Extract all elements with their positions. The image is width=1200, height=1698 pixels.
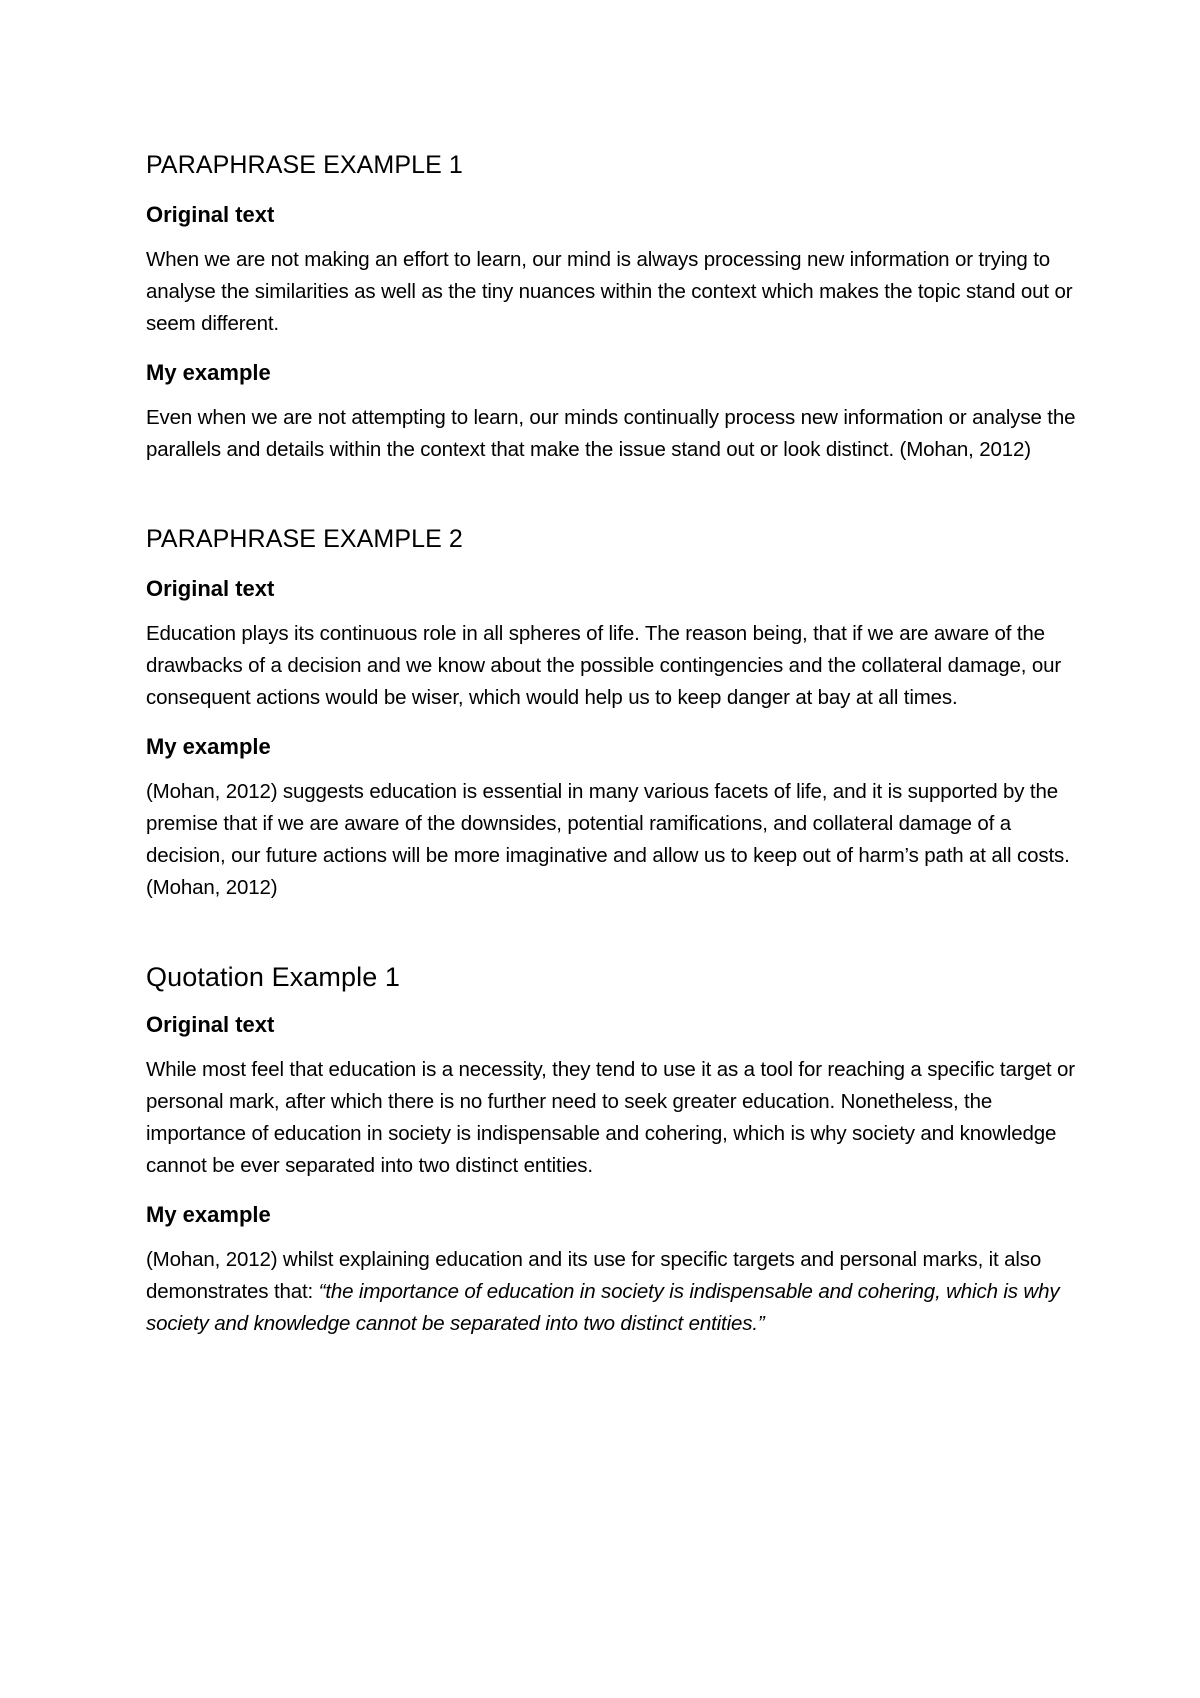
original-text-heading: Original text — [146, 576, 275, 601]
example-lead-text: (Mohan, 2012) whilst explaining education and its use for specific targets and personal marks, it also demonstrates that: — [146, 1248, 1042, 1303]
quotation-example-1-section — [146, 960, 1086, 1340]
example-quotation-text: “the importance of education in society is indispensable and cohering, which is why society and knowledge cannot be separated into two distinct entities.” — [146, 1280, 1060, 1335]
section-title: PARAPHRASE EXAMPLE 1 — [146, 151, 463, 179]
my-example-paragraph: (Mohan, 2012) suggests education is essential in many various facets of life, and it is supported by the premise that if we are aware of the downsides, potential ramifications, and collateral damage of a decision, our future actions will be more imaginative and allow us to keep out of harm’s path at all costs. (Mohan, 2012) — [146, 780, 1070, 899]
document-page — [146, 148, 1086, 1340]
original-text-paragraph: When we are not making an effort to learn, our mind is always processing new information or trying to analyse the similarities as well as the tiny nuances within the context which makes the topic stand out or seem different. — [146, 248, 1073, 335]
my-example-paragraph: Even when we are not attempting to learn, our minds continually process new information or analyse the parallels and details within the context that make the issue stand out or look distinct. (Mohan, 2012) — [146, 406, 1076, 461]
my-example-paragraph — [146, 1244, 1086, 1340]
original-text-paragraph: While most feel that education is a necessity, they tend to use it as a tool for reaching a specific target or personal mark, after which there is no further need to seek greater education. Nonetheless, the importance of education in society is indispensable and cohering, which is why society and knowledge cannot be ever separated into two distinct entities. — [146, 1058, 1075, 1177]
my-example-heading: My example — [146, 734, 271, 759]
my-example-heading: My example — [146, 1202, 271, 1227]
my-example-heading: My example — [146, 360, 271, 385]
original-text-paragraph: Education plays its continuous role in all spheres of life. The reason being, that if we are aware of the drawbacks of a decision and we know about the possible contingencies and the collateral damage, our consequent actions would be wiser, which would help us to keep danger at bay at all times. — [146, 622, 1062, 709]
original-text-heading: Original text — [146, 202, 275, 227]
paraphrase-example-2-section — [146, 522, 1086, 904]
section-title: Quotation Example 1 — [146, 962, 401, 992]
section-title: PARAPHRASE EXAMPLE 2 — [146, 525, 463, 553]
paraphrase-example-1-section — [146, 148, 1086, 466]
original-text-heading: Original text — [146, 1012, 275, 1037]
